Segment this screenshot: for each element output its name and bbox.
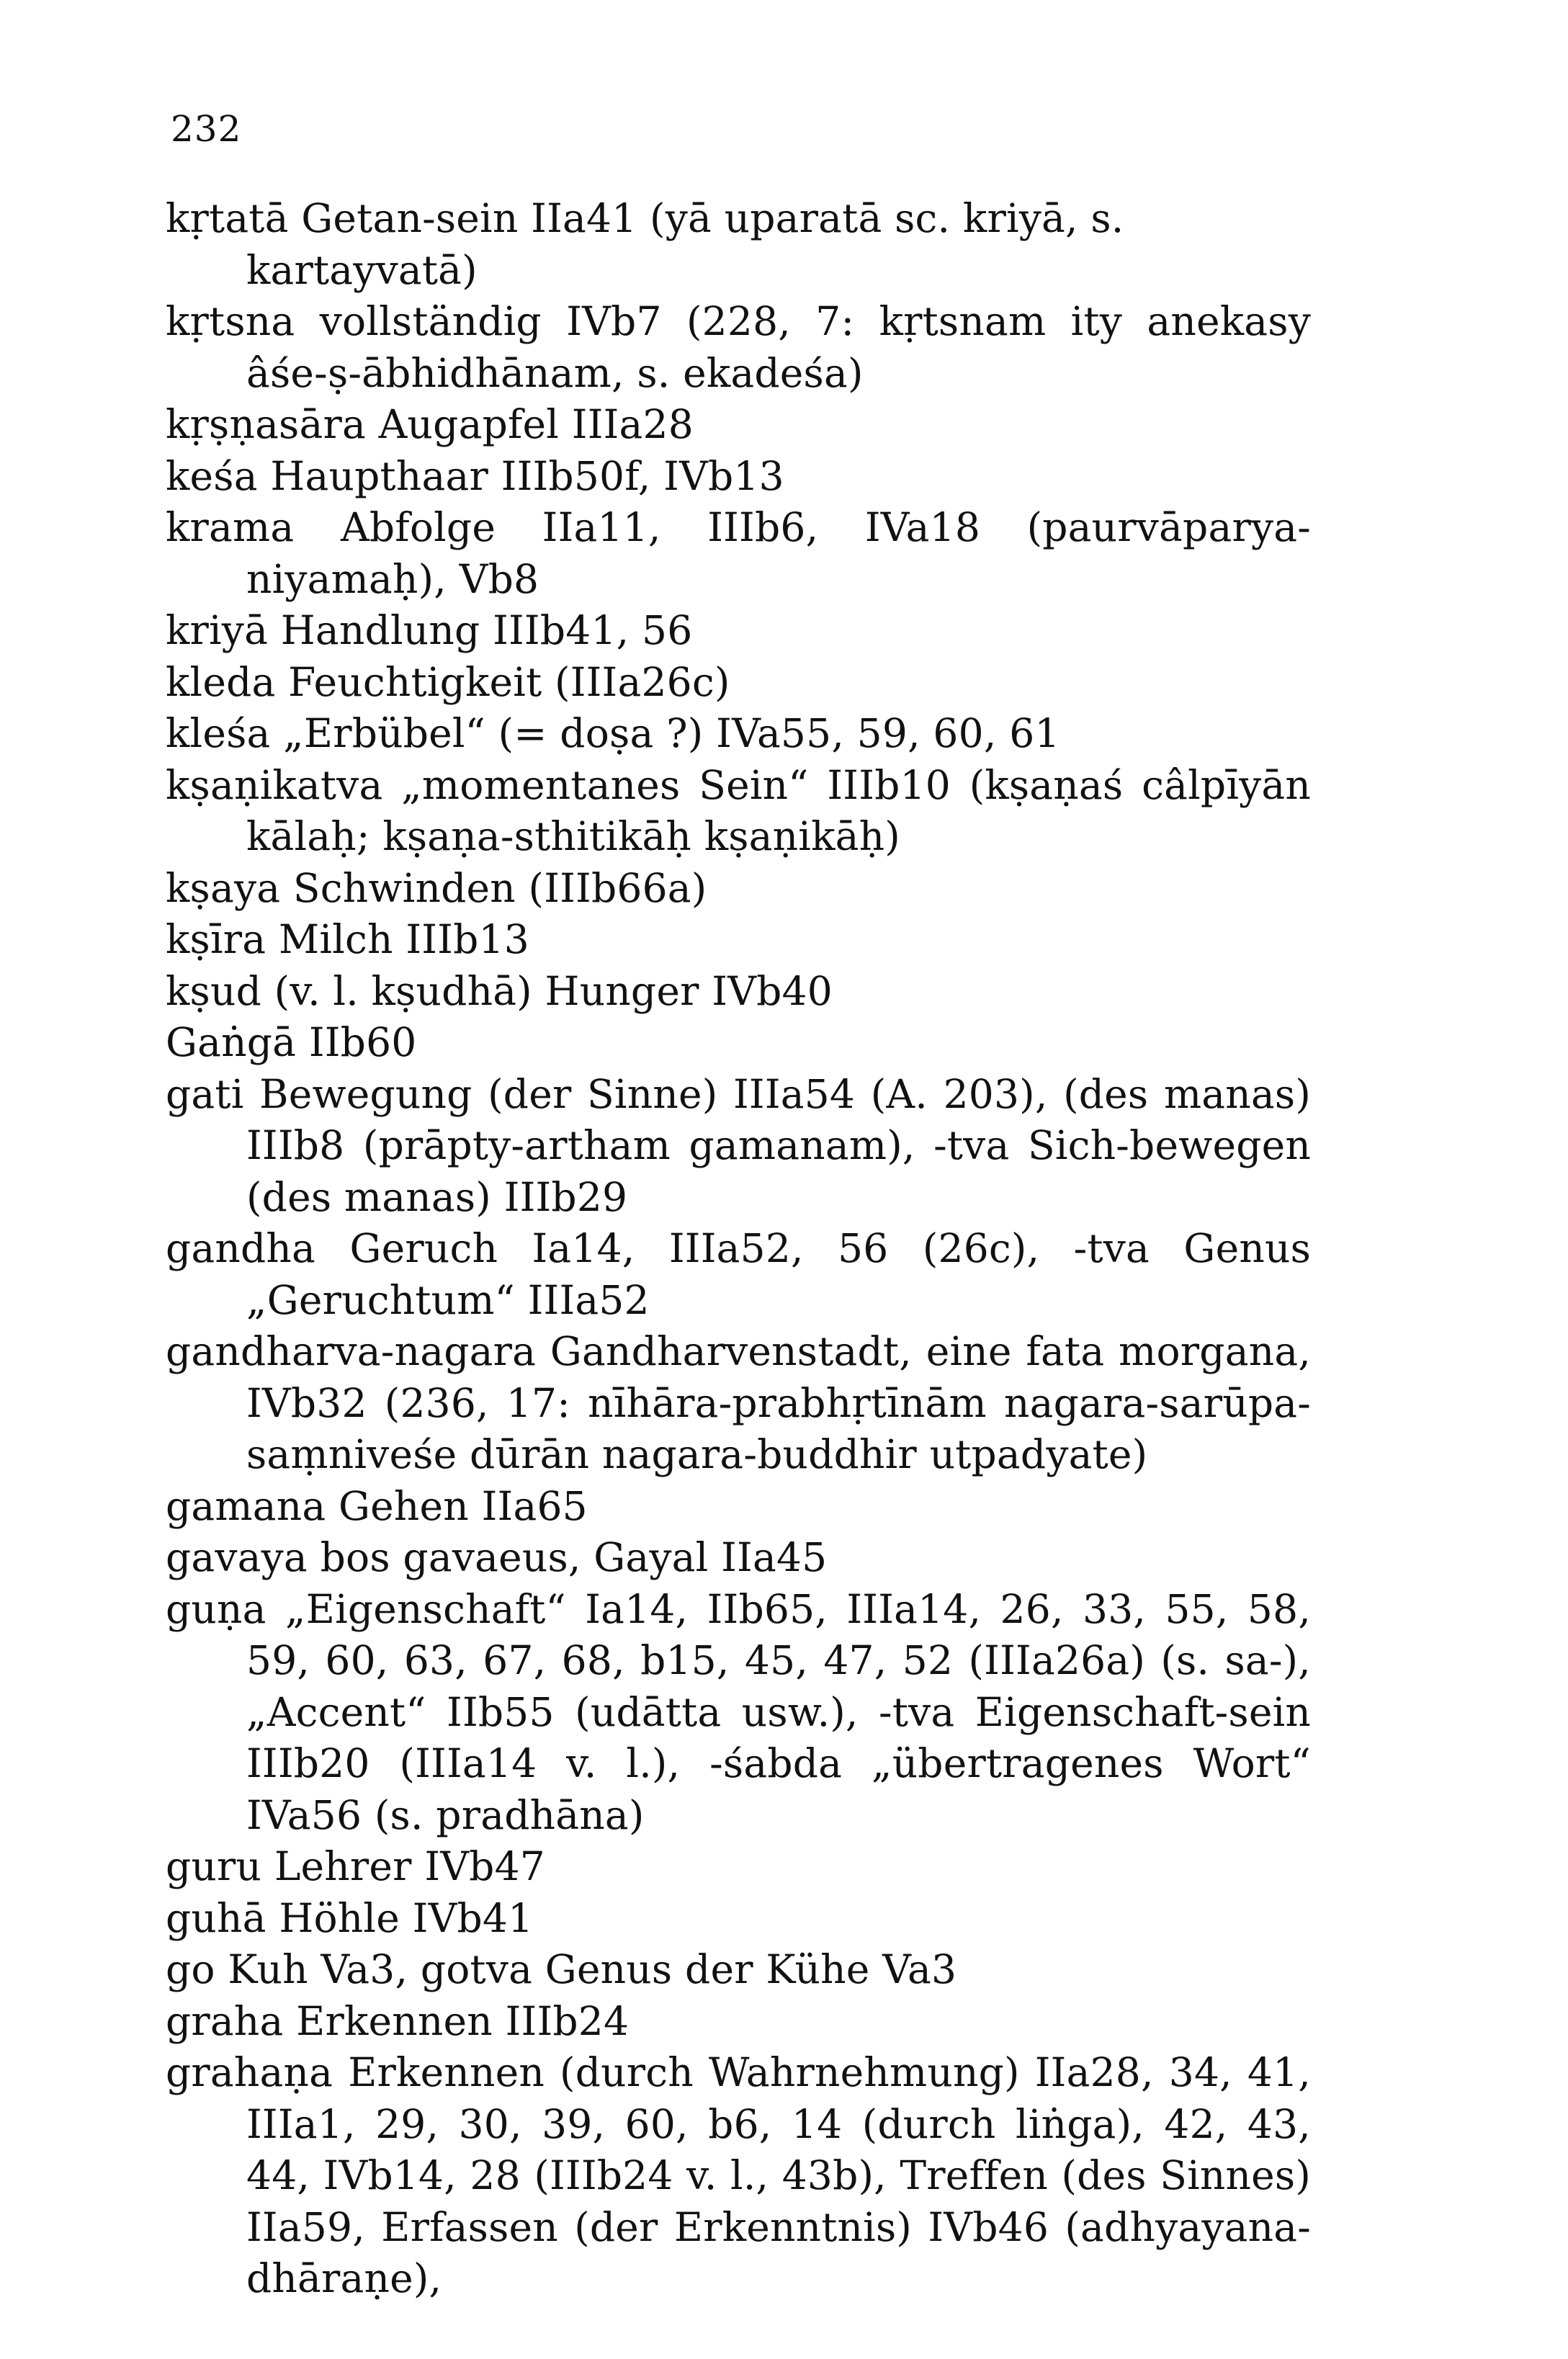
index-entry-krtata: kṛtatā Getan-sein IIa41 (yā uparatā sc. kriyā, s. kartayvatā) [166, 195, 1124, 293]
index-entry-guha: guhā Höhle IVb41 [166, 1894, 534, 1941]
index-entry-krama: krama Abfolge IIa11, IIIb6, IVa18 (paurvāparya-niyamaḥ), Vb8 [166, 504, 1311, 602]
index-entry-ganga: Gaṅgā IIb60 [166, 1019, 417, 1065]
index-entry-gamana: gamana Gehen IIa65 [166, 1482, 588, 1529]
index-entry-graha: graha Erkennen IIIb24 [166, 1997, 630, 2044]
index-entry-kleda: kleda Feuchtigkeit (IIIa26c) [166, 658, 730, 705]
index-entry-krsnasara: kṛṣṇasāra Augapfel IIIa28 [166, 401, 694, 447]
index-entry-ksira: kṣīra Milch IIIb13 [166, 916, 529, 962]
index-entry-go: go Kuh Va3, gotva Genus der Kühe Va3 [166, 1946, 957, 1992]
index-entry-krtsna: kṛtsna vollständig IVb7 (228, 7: kṛtsnam ity anekasy âśe-ṣ-ābhidhānam, s. ekadeśa) [166, 298, 1311, 396]
index-entry-gandha: gandha Geruch Ia14, IIIa52, 56 (26c), -tva Genus „Geruchtum“ IIIa52 [166, 1225, 1311, 1323]
index-entry-gavaya: gavaya bos gavaeus, Gayal IIa45 [166, 1534, 828, 1580]
index-entry-ksud: kṣud (v. l. kṣudhā) Hunger IVb40 [166, 967, 833, 1014]
index-entry-guru: guru Lehrer IVb47 [166, 1843, 545, 1889]
index-entry-kriya: kriyā Handlung IIIb41, 56 [166, 607, 693, 653]
index-entry-gati: gati Bewegung (der Sinne) IIIa54 (A. 203), (des manas) IIIb8 (prāpty-artham gamanam), -tva Sich-bewegen (des manas) IIIb29 [166, 1070, 1311, 1220]
index-entry-kesa: keśa Haupthaar IIIb50f, IVb13 [166, 452, 784, 499]
page-number: 232 [171, 108, 242, 150]
index-column [166, 193, 1311, 2305]
index-entry-guna: guṇa „Eigenschaft“ Ia14, IIb65, IIIa14, 26, 33, 55, 58, 59, 60, 63, 67, 68, b15, 45, 47, 52 (IIIa26a) (s. sa-), „Accent“ IIb55 (udātta usw.), -tva Eigenschaft-sein IIIb20 (IIIa14 v. l.), -śabda „übertragenes Wort“ IVa56 (s. pradhāna) [166, 1585, 1311, 1838]
index-entry-ksanikatva: kṣaṇikatva „momentanes Sein“ IIIb10 (kṣaṇaś câlpīyān kālaḥ; kṣaṇa-sthitikāḥ kṣaṇikāḥ) [166, 761, 1311, 859]
index-entry-klesa: kleśa „Erbübel“ (= doṣa ?) IVa55, 59, 60, 61 [166, 710, 1060, 756]
index-entry-grahana: grahaṇa Erkennen (durch Wahrnehmung) IIa28, 34, 41, IIIa1, 29, 30, 39, 60, b6, 14 (durch liṅga), 42, 43, 44, IVb14, 28 (IIIb24 v. l., 43b), Treffen (des Sinnes) IIa59, Erfassen (der Erkenntnis) IVb46 (adhyayana-dhāraṇe), [166, 2049, 1311, 2301]
index-entry-ksaya: kṣaya Schwinden (IIIb66a) [166, 864, 707, 911]
index-entry-gandharva-nagara: gandharva-nagara Gandharvenstadt, eine fata morgana, IVb32 (236, 17: nīhāra-prabhṛtīnām nagara-sarūpa-saṃniveśe dūrān nagara-buddhir utpadyate) [166, 1328, 1311, 1477]
